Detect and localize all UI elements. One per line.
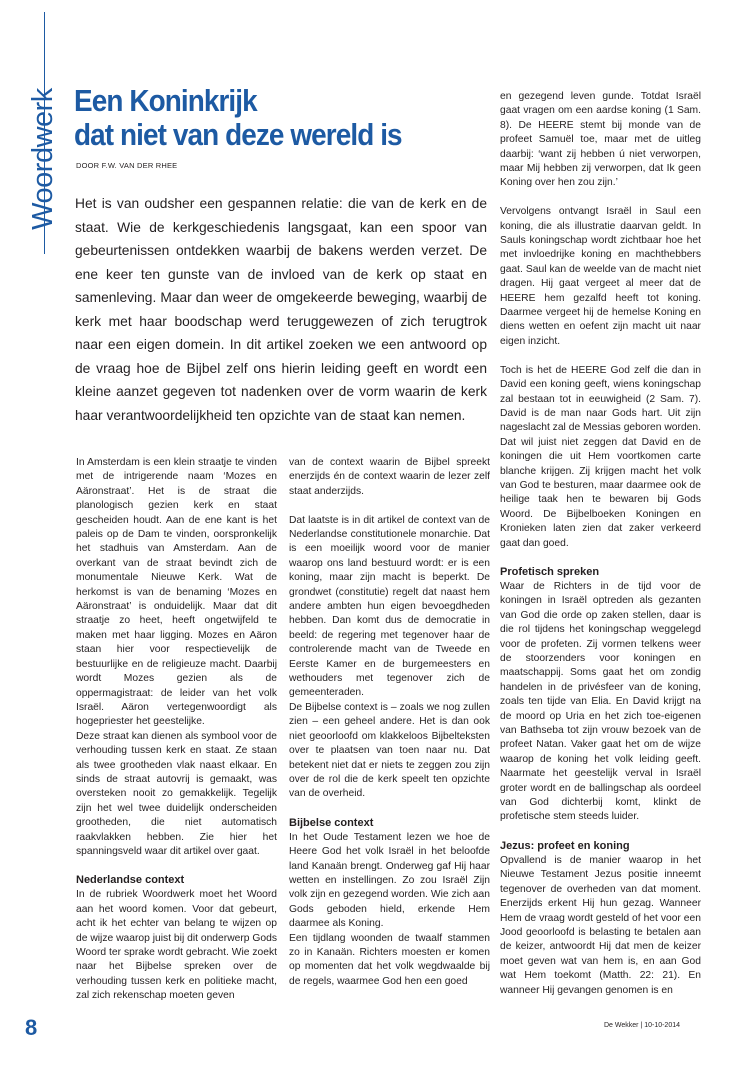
text-column-3 xyxy=(500,90,701,998)
paragraph: Vervolgens ontvangt Israël in Saul een koning, die als illustratie daarvan geldt. In Sauls koningschap wordt zichtbaar hoe het met invloedrijke koning en machthebbers gaat. Saul kan de weelde van de macht niet dragen. Hij gaat vergeet al meer dat de HEERE hem gezalfd heeft tot koning. Daarmee vergeet hij de hemelse Koning en diens wetten en oefent zijn macht uit naar eigen inzicht. xyxy=(500,206,701,347)
text-column-1 xyxy=(76,456,277,1004)
paragraph: Een tijdlang woonden de twaalf stammen zo in Kanaän. Richters moesten er komen op momenten dat het volk wegdwaalde bij de regels, waarmee God hen een goed xyxy=(289,932,490,987)
paragraph: Waar de Richters in de tijd voor de koningen in Israël optreden als gezanten van God die orde op zaken stellen, daar is die rol tijdens het koningschap weggelegd voor de profeten. Zij vormen telkens weer de stoorzenders voor koningen en maatschappij. Soms gaat het om zondig handelen in de privésfeer van de koning, zoals ten tijde van Elia. En David krijgt na de moord op Uria en het zich toe-eigenen van Bathseba tot zijn vrouw bezoek van de profeet Natan. Vaker gaat het om de wijze waarop de koning het volk leiding geeft. Naarmate het geestelijk verval in Israël groter wordt en de ballingschap als oordeel van God dichterbij komt, klinkt de profetische stem steeds luider. xyxy=(500,580,701,823)
subheading-jezus-profeet-en-koning: Jezus: profeet en koning xyxy=(500,839,630,852)
paragraph: Dat laatste is in dit artikel de context van de Nederlandse constitutionele monarchie. Dat is een moeilijk woord voor de manier waarop ons land bestuurd wordt: er is een koning, maar zijn macht is beperkt. De grondwet (constitutie) regelt dat naast hem andere ambten hun eigen bevoegdheden hebben. Dan komt dus de democratie in beeld: de regering met tegenover haar de controlerende macht van de Tweede en Eerste Kamer en de burgemeesters en wethouders met tegenover zich de gemeenteraden. xyxy=(289,514,490,699)
paragraph: De Bijbelse context is – zoals we nog zullen zien – een geheel andere. Het is dan ook niet geoorloofd om klakkeloos Bijbelteksten over te plaatsen van toen naar nu. Dat betekent niet dat er niets te zeggen zou zijn over de rol die de kerk speelt ten opzichte van de overheid. xyxy=(289,701,490,800)
subheading-bijbelse-context: Bijbelse context xyxy=(289,816,374,829)
paragraph: In het Oude Testament lezen we hoe de Heere God het volk Israël in het beloofde land Kanaän brengt. Onderweg gaf Hij haar wetten en instellingen. Zo zou Israël Zijn volk zijn en gezegend worden. Wie zich aan Gods geboden hield, erkende Hem daarmee als Koning. xyxy=(289,831,490,930)
paragraph: Deze straat kan dienen als symbool voor de verhouding tussen kerk en staat. Ze staan als twee grootheden vlak naast elkaar. En sinds de straat autovrij is gemaakt, was oversteken nooit zo gemakkelijk. Tegelijk zijn het wel twee duidelijk onderscheiden grootheden, die niet automatisch raakvlakken hebben. Zie hier het spanningsveld waar dit artikel over gaat. xyxy=(76,730,277,857)
article-intro: Het is van oudsher een gespannen relatie: die van de kerk en de staat. Wie de kerkgeschiedenis langsgaat, kan een spoor van gebeurtenissen ontdekken waarbij de bakens werden verzet. De ene keer ten gunste van de invloed van de kerk op staat en samenleving. Maar dan weer de omgekeerde beweging, waarbij de kerk met haar boodschap werd teruggewezen of zich terugtrok naar een eigen domein. In dit artikel zoeken we een antwoord op de vraag hoe de Bijbel zelf ons hierin leiding geeft en wordt een kleine aanzet gegeven tot nadenken over de vorm waarin de kerk haar verantwoordelijkheid ten opzichte van de staat kan nemen. xyxy=(75,196,487,423)
paragraph: en gezegend leven gunde. Totdat Israël gaat vragen om een aardse koning (1 Sam. 8). De HEERE stemt bij monde van de profeet Samuël toe, maar met de uitleg daarbij: ‘want zij hebben ú niet verworpen, maar Mij hebben zij verworpen, dat Ik geen Koning over hen zou zijn.’ xyxy=(500,91,701,189)
article-title xyxy=(74,83,402,152)
article-title-line-2: dat niet van deze wereld is xyxy=(74,117,402,152)
subheading-nederlandse-context: Nederlandse context xyxy=(76,874,185,887)
author-byline: DOOR F.W. VAN DER RHEE xyxy=(76,161,178,170)
paragraph: In de rubriek Woordwerk moet het Woord aan het woord komen. Voor dat gebeurt, acht ik het echter van belang te wijzen op de wijze waarop juist bij dit onderwerp Gods Woord ter sprake wordt gebracht. Wie zoekt naar het Bijbelse spreken over de verhouding tussen kerk en politieke macht, zal zich rekenschap moeten geven xyxy=(76,889,277,1002)
text-column-2 xyxy=(289,456,490,989)
section-label: Woordwerk xyxy=(27,88,59,230)
paragraph: Toch is het de HEERE God zelf die dan in David een koning geeft, wiens koningschap zal bestaan tot in eeuwigheid (2 Sam. 7). David is de man naar Gods hart. Uit zijn nageslacht zal de Messias geboren worden. Dat wil juist niet zeggen dat David en de koningen die uit Hem voortkomen carte blanche krijgen. Zij krijgen macht het volk van God te besturen, maar daarmee ook de heilige taak hen te bewaren bij Gods Woord. De Bijbelboeken Koningen en Kronieken laten zien dat zaker verkeerd gaat dan goed. xyxy=(500,364,701,549)
subheading-profetisch-spreken: Profetisch spreken xyxy=(500,565,600,578)
paragraph: In Amsterdam is een klein straatje te vinden met de intrigerende naam ‘Mozes en Aäronstraat’. Het is de straat die planologisch gezien kerk en staat gescheiden houdt. Aan de ene kant is het paleis op de Dam te vinden, oorspronkelijk het stadhuis van Amsterdam. Aan de overkant van de straat bevindt zich de monumentale Nieuwe Kerk. Wat de herkomst is van de benaming ‘Mozes en Aäronstraat’ is onduidelijk. Maar dat dit straatje zo heet, heeft ongetwijfeld te maken met haar ligging. Mozes en Aäron staan hier voor respectievelijk de bestuurlijke en de religieuze macht. Daarbij wordt Mozes gezien als de oppermagistraat: de leider van het volk Israël. Aäron vertegenwoordigt als hogepriester het geestelijke. xyxy=(76,457,277,728)
article-title-line-1: Een Koninkrijk xyxy=(74,83,257,118)
paragraph: van de context waarin de Bijbel spreekt enerzijds én de context waarin de lezer zelf staat anderzijds. xyxy=(289,457,490,497)
paragraph: Opvallend is de manier waarop in het Nieuwe Testament Jezus positie inneemt tegenover de overheden van dat moment. Enerzijds erkent Hij hun gezag. Wanneer Hem de vraag wordt gesteld of het voor een Jood geoorloofd is belasting te betalen aan de keizer, antwoordt Hij dat men de keizer moet geven wat van hem is, en aan God wat Hem toekomt (Matth. 22: 21). En wanneer Hij gevangen genomen is en xyxy=(500,854,701,996)
magazine-issue-info: De Wekker | 10-10-2014 xyxy=(604,1022,681,1029)
page-number: 8 xyxy=(25,1015,38,1040)
